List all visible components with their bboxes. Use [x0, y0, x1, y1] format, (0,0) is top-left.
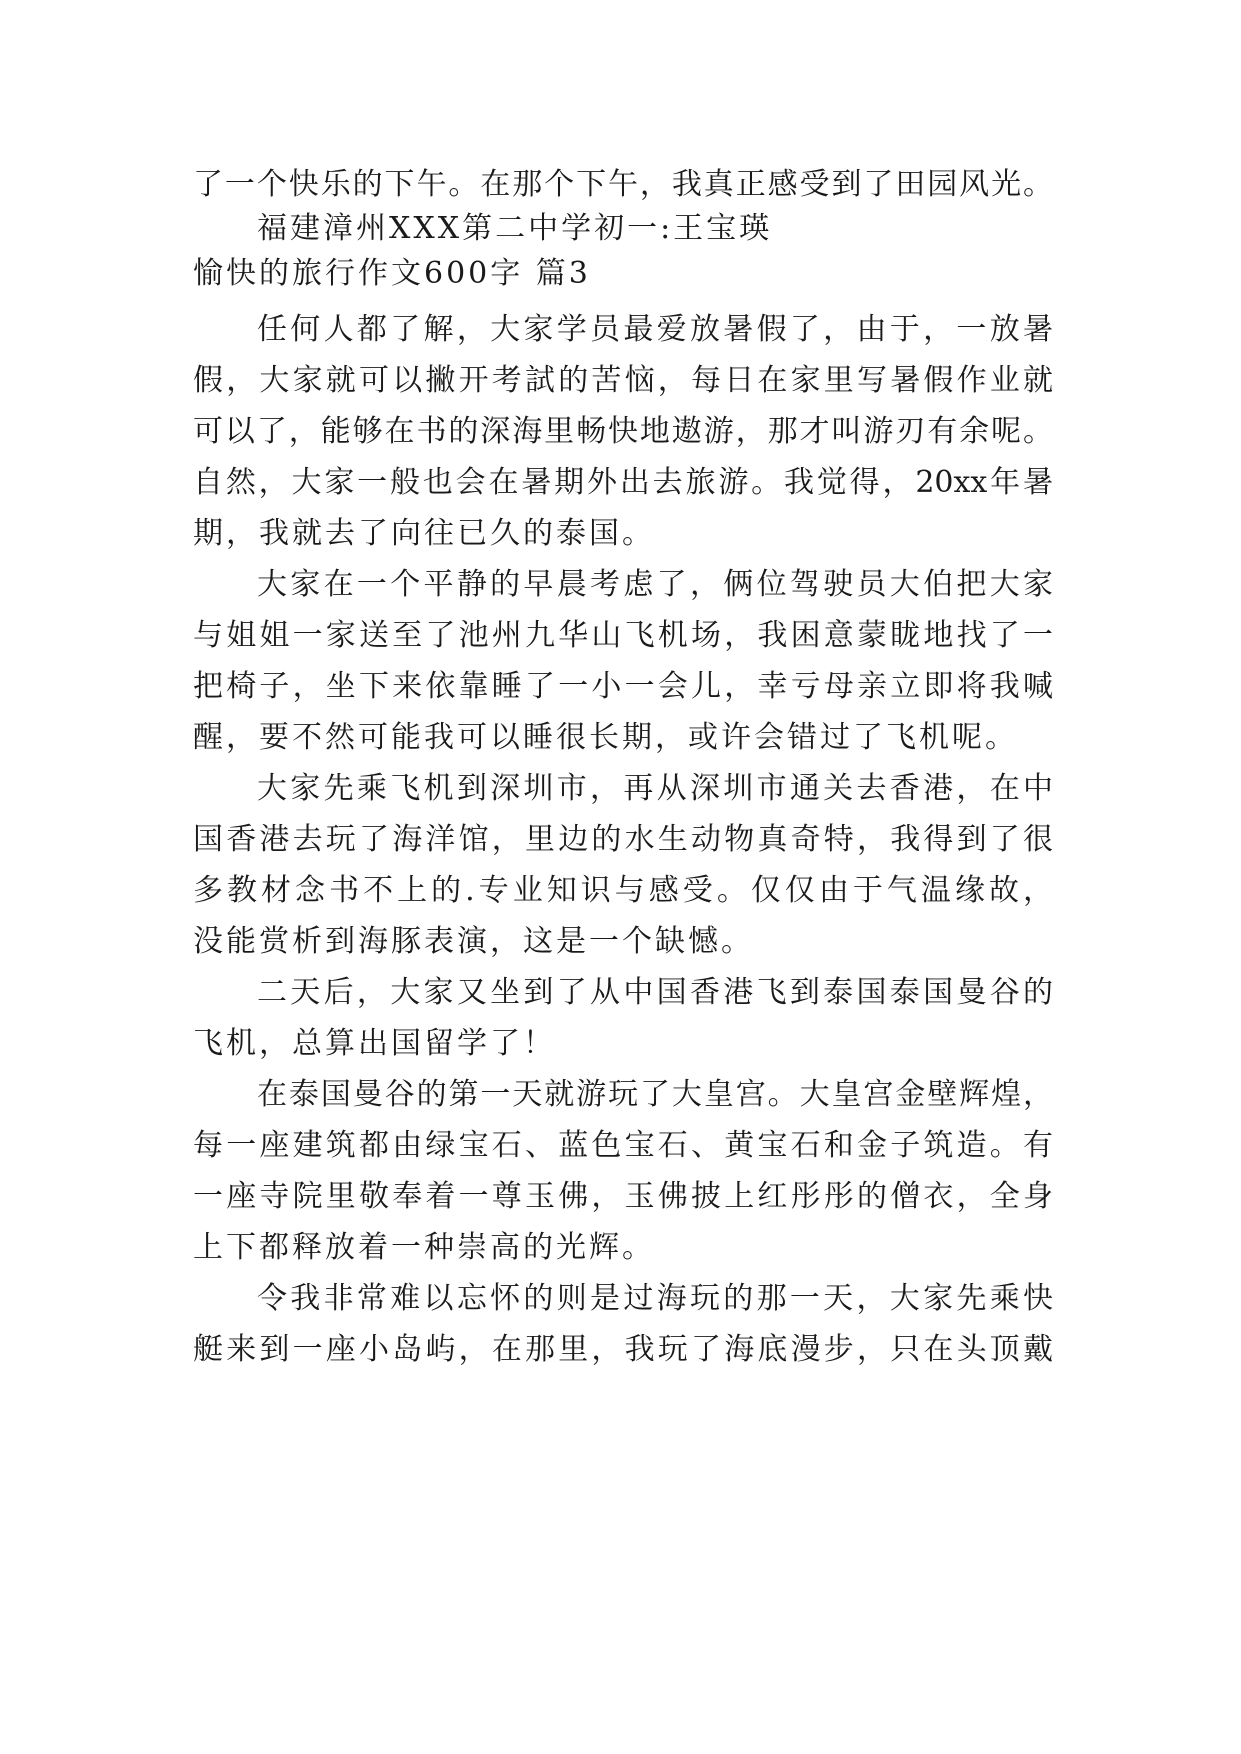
text-line: 二天后，大家又坐到了从中国香港飞到泰国泰国曼谷的 [257, 975, 1053, 1010]
text-line: 令我非常难以忘怀的则是过海玩的那一天，大家先乘快 [257, 1281, 1053, 1316]
text-line: 艇来到一座小岛屿，在那里，我玩了海底漫步，只在头顶戴 [193, 1332, 1053, 1367]
text-line: 多教材念书不上的.专业知识与感受。仅仅由于气温缘故， [193, 873, 1053, 908]
text-line: 飞机，总算出国留学了！ [193, 1026, 556, 1061]
text-line: 把椅子，坐下来依靠睡了一小一会儿，幸亏母亲立即将我喊 [193, 669, 1053, 704]
text-line: 与姐姐一家送至了池州九华山飞机场，我困意蒙眬地找了一 [193, 618, 1053, 653]
author-line: 福建漳州XXX第二中学初一:王宝瑛 [257, 211, 773, 246]
text-line: 在泰国曼谷的第一天就游玩了大皇宫。大皇宫金壁辉煌， [257, 1077, 1053, 1112]
text-line: 大家在一个平静的早晨考虑了，俩位驾驶员大伯把大家 [257, 567, 1053, 602]
text-line: 自然，大家一般也会在暑期外出去旅游。我觉得，20xx年暑 [193, 465, 1053, 500]
text-line: 每一座建筑都由绿宝石、蓝色宝石、黄宝石和金子筑造。有 [193, 1128, 1053, 1163]
section-heading: 愉快的旅行作文600字 篇3 [193, 256, 591, 291]
text-line: 一座寺院里敬奉着一尊玉佛，玉佛披上红彤彤的僧衣，全身 [193, 1179, 1053, 1214]
text-line: 醒，要不然可能我可以睡很长期，或许会错过了飞机呢。 [193, 720, 1018, 755]
text-line: 任何人都了解，大家学员最爱放暑假了，由于，一放暑 [257, 312, 1053, 347]
text-line: 可以了，能够在书的深海里畅快地遨游，那才叫游刃有余呢。 [193, 414, 1053, 449]
text-line: 没能赏析到海豚表演，这是一个缺憾。 [193, 924, 754, 959]
text-line: 国香港去玩了海洋馆，里边的水生动物真奇特，我得到了很 [193, 822, 1053, 857]
text-line: 期，我就去了向往已久的泰国。 [193, 516, 655, 551]
text-line: 了一个快乐的下午。在那个下午，我真正感受到了田园风光。 [193, 167, 1053, 202]
text-line: 大家先乘飞机到深圳市，再从深圳市通关去香港，在中 [257, 771, 1053, 806]
text-line: 上下都释放着一种崇高的光辉。 [193, 1230, 655, 1265]
text-line: 假，大家就可以撇开考試的苦恼，每日在家里写暑假作业就 [193, 363, 1053, 398]
